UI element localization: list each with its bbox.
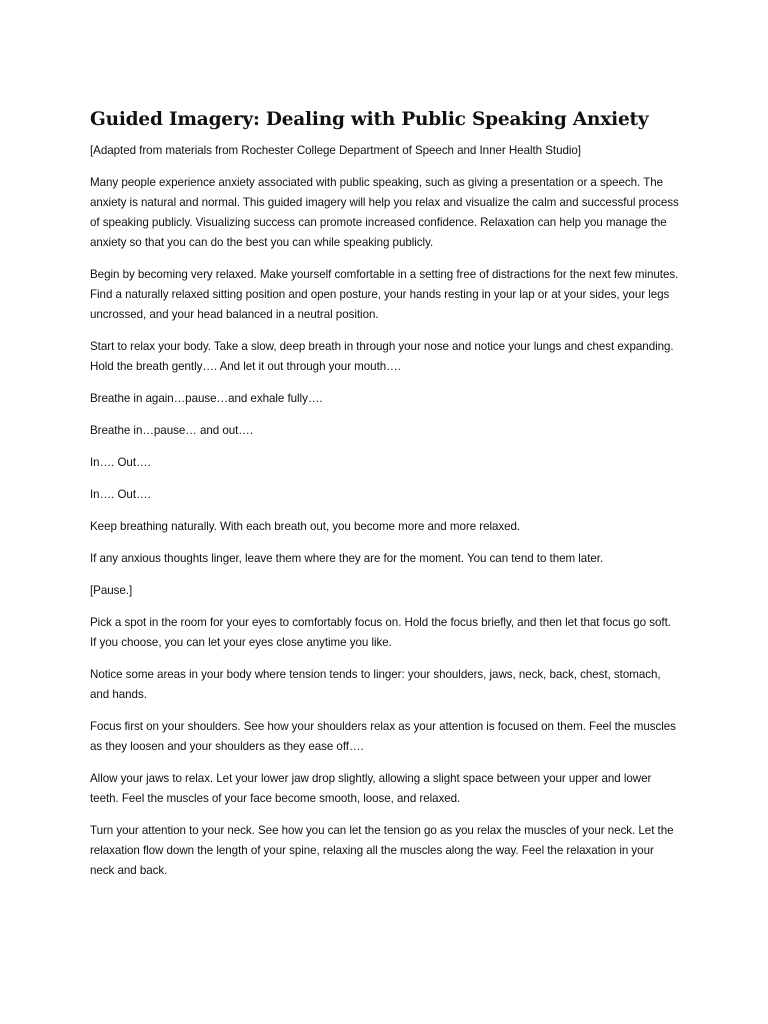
paragraph-in-out-2: In…. Out…. bbox=[90, 488, 151, 501]
paragraph-keep-breathing: Keep breathing naturally. With each breath out, you become more and more relaxed. bbox=[90, 520, 521, 533]
paragraph-pause: [Pause.] bbox=[90, 584, 133, 597]
paragraph-breathe-in: Breathe in…pause… and out…. bbox=[90, 424, 253, 437]
paragraph-intro: Many people experience anxiety associated with public speaking, such as giving a presentation or a speech. The anxiety is natural and normal. This guided imagery will help you relax and visualize the calm and successful process of speaking publicly. Visualizing success can promote increased confidence. Relaxation can help you manage the anxiety so that you can do the best you can while speaking publicly. bbox=[90, 176, 679, 249]
attribution-note: [Adapted from materials from Rochester College Department of Speech and Inner Health Studio] bbox=[90, 144, 581, 157]
paragraph-jaws: Allow your jaws to relax. Let your lower jaw drop slightly, allowing a slight space between your upper and lower teeth. Feel the muscles of your face become smooth, loose, and relaxed. bbox=[90, 772, 652, 805]
paragraph-focus-spot: Pick a spot in the room for your eyes to comfortably focus on. Hold the focus briefly, and then let that focus go soft. If you choose, you can let your eyes close anytime you like. bbox=[90, 616, 671, 649]
paragraph-in-out-1: In…. Out…. bbox=[90, 456, 151, 469]
paragraph-relax-body: Start to relax your body. Take a slow, deep breath in through your nose and notice your lungs and chest expanding. Hold the breath gently…. And let it out through your mouth…. bbox=[90, 340, 674, 373]
paragraph-breathe-again: Breathe in again…pause…and exhale fully…. bbox=[90, 392, 323, 405]
paragraph-tension-areas: Notice some areas in your body where tension tends to linger: your shoulders, jaws, neck, back, chest, stomach, and hands. bbox=[90, 668, 661, 701]
document-page bbox=[90, 106, 680, 893]
document-title: Guided Imagery: Dealing with Public Speaking Anxiety bbox=[90, 109, 649, 130]
paragraph-shoulders: Focus first on your shoulders. See how your shoulders relax as your attention is focused on them. Feel the muscles as they loosen and your shoulders as they ease off…. bbox=[90, 720, 676, 753]
paragraph-anxious-thoughts: If any anxious thoughts linger, leave them where they are for the moment. You can tend to them later. bbox=[90, 552, 604, 565]
paragraph-begin-relaxed: Begin by becoming very relaxed. Make yourself comfortable in a setting free of distractions for the next few minutes. Find a naturally relaxed sitting position and open posture, your hands resting in your lap or at your sides, your legs uncrossed, and your head balanced in a neutral position. bbox=[90, 268, 679, 321]
paragraph-neck: Turn your attention to your neck. See how you can let the tension go as you relax the muscles of your neck. Let the relaxation flow down the length of your spine, relaxing all the muscles along the way. Feel the relaxation in your neck and back. bbox=[90, 824, 674, 877]
